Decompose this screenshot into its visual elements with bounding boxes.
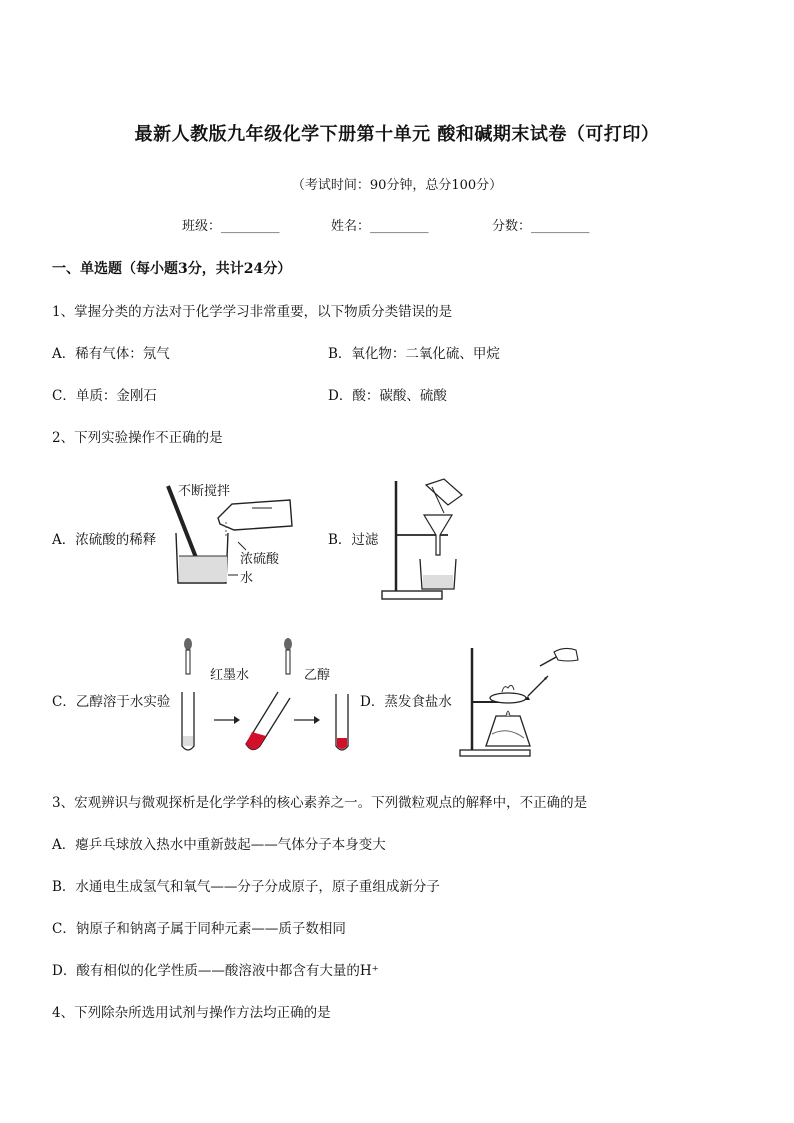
stand-base-d [460,750,530,756]
score-field[interactable]: 分数：_________ [492,219,590,234]
label-ethanol: 乙醇 [304,668,331,683]
stand-base [382,591,442,599]
page-title: 最新人教版九年级化学下册第十单元 酸和碱期末试卷（可打印） [134,124,660,145]
q4-stem: 4、下列除杂所选用试剂与操作方法均正确的是 [52,1005,331,1021]
evaporating-dish [490,693,526,703]
label-ink: 红墨水 [210,668,250,683]
exam-info: （考试时间：90分钟，总分100分） [291,178,503,193]
q2-stem: 2、下列实验操作不正确的是 [52,430,223,446]
q1-option-d[interactable]: D．酸：碳酸、硫酸 [328,388,447,404]
q1-stem: 1、掌握分类的方法对于化学学习非常重要，以下物质分类错误的是 [52,304,453,320]
q2-option-d[interactable]: D．蒸发食盐水 [360,694,452,710]
label-acid: 浓硫酸 [240,552,280,567]
q3-stem: 3、宏观辨识与微观探析是化学学科的核心素养之一。下列微粒观点的解释中，不正确的是 [52,795,588,811]
pouring-beaker [426,479,462,505]
figure-filtration [376,475,476,605]
name-field[interactable]: 姓名：_________ [331,219,429,234]
class-field[interactable]: 班级：_________ [182,219,280,234]
figure-evaporation [458,642,582,758]
q1-option-b[interactable]: B．氧化物：二氧化硫、甲烷 [328,346,500,362]
label-stir: 不断搅拌 [178,484,231,499]
label-water: 水 [240,571,254,586]
acid-bottle [218,500,292,530]
q1-option-a[interactable]: A．稀有气体：氖气 [52,346,170,362]
q2-option-a[interactable]: A．浓硫酸的稀释 [52,532,157,548]
q2-option-b[interactable]: B．过滤 [328,532,379,548]
dropper-ethanol [284,638,292,650]
q2-option-c[interactable]: C．乙醇溶于水实验 [52,694,171,710]
q3-option-c[interactable]: C．钠原子和钠离子属于同种元素——质子数相同 [52,921,346,937]
q3-option-b[interactable]: B．水通电生成氢气和氧气——分子分成原子，原子重组成新分子 [52,879,440,895]
water-liquid [179,556,227,582]
hand [554,648,578,661]
q3-option-d[interactable]: D．酸有相似的化学性质——酸溶液中都含有大量的H⁺ [52,963,379,979]
glass-rod-d [540,656,558,666]
q1-option-c[interactable]: C．单质：金刚石 [52,388,157,404]
section-title: 一、单选题（每小题3分，共计24分） [52,261,292,277]
q3-option-a[interactable]: A．瘪乒乓球放入热水中重新鼓起——气体分子本身变大 [52,837,386,853]
figure-ethanol-water [176,636,366,756]
dropper-ink [184,638,192,650]
